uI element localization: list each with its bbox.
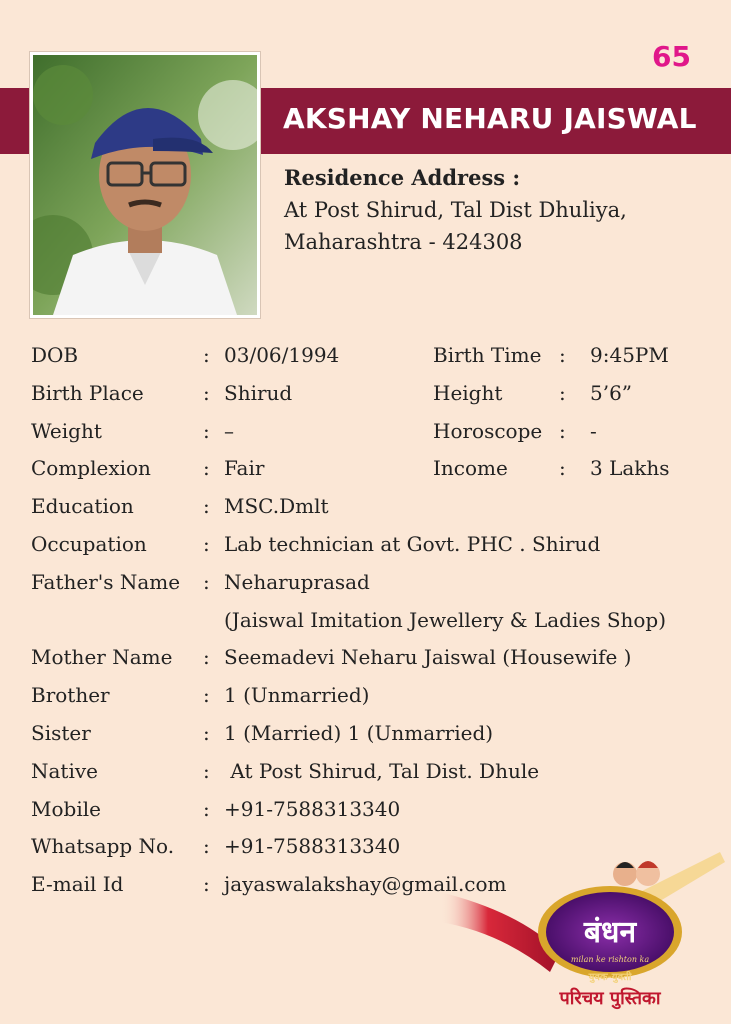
detail-row-complexion <box>31 453 721 491</box>
birth-time-label: Birth Time <box>433 343 542 367</box>
candidate-photo <box>30 52 260 318</box>
colon: : <box>203 834 210 859</box>
occupation-value: Lab technician at Govt. PHC . Shirud <box>224 531 601 556</box>
whatsapp-label: Whatsapp No. <box>31 834 175 859</box>
whatsapp-value: +91-7588313340 <box>224 834 401 859</box>
colon: : <box>203 456 210 481</box>
colon: : <box>203 720 210 745</box>
income-value: 3 Lakhs <box>590 456 670 481</box>
father-label: Father's Name <box>31 569 181 594</box>
detail-row-dob <box>31 340 721 378</box>
detail-row-mobile <box>31 794 721 832</box>
logo-sub1: युवक-युवती <box>588 972 632 983</box>
detail-row-birth-place <box>31 378 721 416</box>
birth-place-label: Birth Place <box>31 380 144 405</box>
colon: : <box>203 343 210 367</box>
height-value: 5’6” <box>590 380 633 405</box>
detail-row-education <box>31 491 721 529</box>
complexion-label: Complexion <box>31 456 151 481</box>
weight-value: – <box>224 418 234 443</box>
education-value: MSC.Dmlt <box>224 494 329 519</box>
detail-row-sister <box>31 718 721 756</box>
colon: : <box>203 569 210 594</box>
colon: : <box>203 758 210 783</box>
colon: : <box>203 531 210 556</box>
brother-value: 1 (Unmarried) <box>224 683 370 708</box>
colon: : <box>559 343 566 367</box>
education-label: Education <box>31 494 134 519</box>
colon: : <box>203 494 210 519</box>
email-value: jayaswalakshay@gmail.com <box>224 872 507 897</box>
mother-label: Mother Name <box>31 645 173 670</box>
native-value: At Post Shirud, Tal Dist. Dhule <box>224 758 540 783</box>
sister-value: 1 (Married) 1 (Unmarried) <box>224 720 494 745</box>
profile-number: 65 <box>652 40 691 73</box>
detail-row-brother <box>31 680 721 718</box>
colon: : <box>203 683 210 708</box>
detail-row-native <box>31 756 721 794</box>
detail-row-father <box>31 567 721 605</box>
details-table <box>31 340 721 907</box>
dob-value: 03/06/1994 <box>224 343 340 367</box>
height-label: Height <box>433 380 503 405</box>
logo-sub2: परिचय पुस्तिका <box>559 988 661 1009</box>
colon: : <box>203 380 210 405</box>
logo-main-text: बंधन <box>583 915 637 950</box>
address-label: Residence Address : <box>284 165 521 190</box>
colon: : <box>559 418 566 443</box>
candidate-name: AKSHAY NEHARU JAISWAL <box>283 102 697 135</box>
complexion-value: Fair <box>224 456 265 481</box>
income-label: Income <box>433 456 508 481</box>
horoscope-label: Horoscope <box>433 418 543 443</box>
mother-value: Seemadevi Neharu Jaiswal (Housewife ) <box>224 645 632 670</box>
occupation-label: Occupation <box>31 531 147 556</box>
detail-row-occupation <box>31 529 721 567</box>
birth-time-value: 9:45PM <box>590 343 669 367</box>
birth-place-value: Shirud <box>224 380 293 405</box>
colon: : <box>559 456 566 481</box>
weight-label: Weight <box>31 418 102 443</box>
mobile-value: +91-7588313340 <box>224 796 401 821</box>
colon: : <box>559 380 566 405</box>
colon: : <box>203 872 210 897</box>
email-label: E-mail Id <box>31 872 124 897</box>
detail-row-mother <box>31 642 721 680</box>
logo-tagline: milan ke rishton ka <box>570 955 650 964</box>
brother-label: Brother <box>31 683 110 708</box>
address-line-1: At Post Shirud, Tal Dist Dhuliya, <box>284 198 627 222</box>
colon: : <box>203 645 210 670</box>
dob-label: DOB <box>31 343 79 367</box>
detail-row-weight <box>31 416 721 454</box>
father-value: Neharuprasad <box>224 569 370 594</box>
detail-row-father-business <box>31 605 721 643</box>
horoscope-value: - <box>590 418 597 443</box>
mobile-label: Mobile <box>31 796 101 821</box>
colon: : <box>203 796 210 821</box>
native-label: Native <box>31 758 98 783</box>
father-business-value: (Jaiswal Imitation Jewellery & Ladies Shop) <box>224 607 667 632</box>
residence-address <box>284 162 714 258</box>
colon: : <box>203 418 210 443</box>
address-line-2: Maharashtra - 424308 <box>284 230 523 254</box>
sister-label: Sister <box>31 720 91 745</box>
bandhan-logo <box>440 852 730 1022</box>
